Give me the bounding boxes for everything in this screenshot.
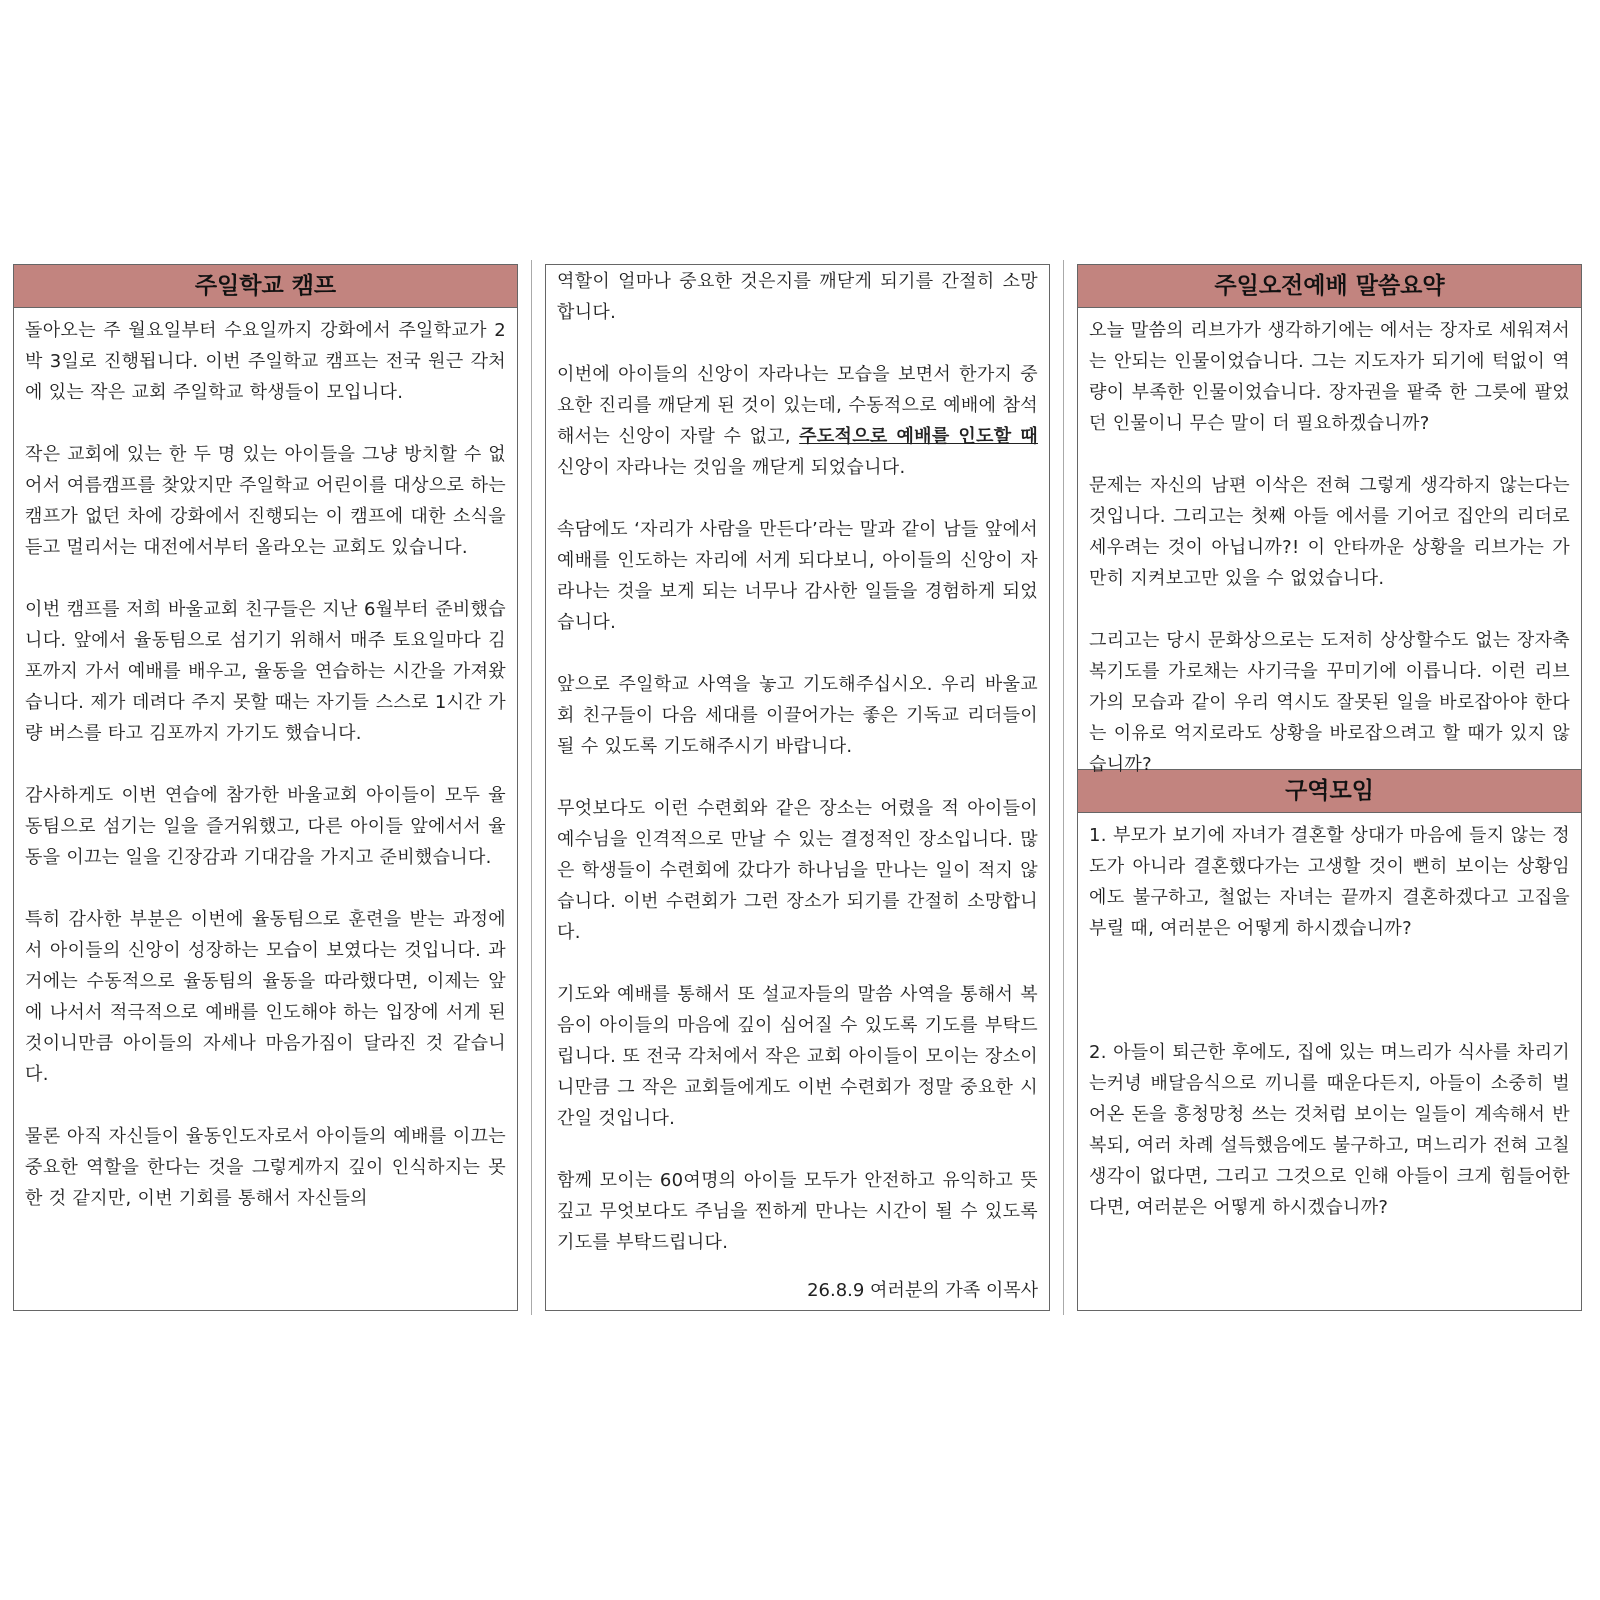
sermon-summary-body <box>1078 308 1581 775</box>
continued-paragraph-2 <box>557 359 1038 483</box>
continued-paragraph-6: 기도와 예배를 통해서 또 설교자들의 말씀 사역을 통해서 복음이 아이들의 마음에 깊이 심어질 수 있도록 기도를 부탁드립니다. 또 전국 각처에서 작은 교회 아이들이 모이는 장소이니만큼 그 작은 교회들에게도 이번 수련회가 정말 중요한 시간일 것입니다. <box>557 984 1038 1129</box>
paragraph-2-text-start: 이번에 아이들의 신앙이 자라나는 모습을 보면서 한가지 중요한 진리를 깨닫게 된 것이 있는데, 수동적으로 예배에 참석해서는 신앙이 자랄 수 없고, <box>557 364 1038 447</box>
continued-paragraph-3: 속담에도 ‘자리가 사람을 만든다’라는 말과 같이 남들 앞에서 예배를 인도하는 자리에 서게 되다보니, 아이들의 신앙이 자라나는 것을 보게 되는 너무나 감사한 일들을 경험하게 되었습니다. <box>557 519 1038 633</box>
discussion-question-1: 1. 부모가 보기에 자녀가 결혼할 상대가 마음에 들지 않는 정도가 아니라 결혼했다가는 고생할 것이 뻔히 보이는 상황임에도 불구하고, 철없는 자녀는 끝까지 결혼하겠다고 고집을 부릴 때, 여러분은 어떻게 하시겠습니까? <box>1089 825 1570 939</box>
group-meeting-title: 구역모임 <box>1078 769 1581 813</box>
continued-paragraph-1: 역할이 얼마나 중요한 것은지를 깨닫게 되기를 간절히 소망합니다. <box>557 271 1038 323</box>
camp-paragraph-6: 물론 아직 자신들이 율동인도자로서 아이들의 예배를 이끄는 중요한 역할을 한다는 것을 그렇게까지 깊이 인식하지는 못한 것 같지만, 이번 기회를 통해서 자신들의 <box>25 1126 506 1209</box>
continued-paragraph-4: 앞으로 주일학교 사역을 놓고 기도해주십시오. 우리 바울교회 친구들이 다음 세대를 이끌어가는 좋은 기독교 리더들이 될 수 있도록 기도해주시기 바랍니다. <box>557 674 1038 757</box>
sermon-paragraph-1: 오늘 말씀의 리브가가 생각하기에는 에서는 장자로 세워져서는 안되는 인물이었습니다. 그는 지도자가 되기에 턱없이 역량이 부족한 인물이었습니다. 장자권을 팥죽 한 그릇에 팔었던 인물이니 무슨 말이 더 필요하겠습니까? <box>1089 320 1570 434</box>
sermon-summary-title: 주일오전예배 말씀요약 <box>1078 265 1581 308</box>
pastor-signature: 26.8.9 여러분의 가족 이목사 <box>807 1280 1038 1301</box>
camp-paragraph-2: 작은 교회에 있는 한 두 명 있는 아이들을 그냥 방치할 수 없어서 여름캠프를 찾았지만 주일학교 어린이를 대상으로 하는 캠프가 없던 차에 강화에서 진행되는 이 캠프에 대한 소식을 듣고 멀리서는 대전에서부터 올라오는 교회도 있습니다. <box>25 444 506 558</box>
sermon-paragraph-3: 그리고는 당시 문화상으로는 도저히 상상할수도 없는 장자축복기도를 가로채는 사기극을 꾸미기에 이릅니다. 이런 리브가의 모습과 같이 우리 역시도 잘못된 일을 바로잡아야 한다는 이유로 억지로라도 상황을 바로잡으려고 할 때가 있지 않습니까? <box>1089 630 1570 775</box>
paragraph-2-emphasis: 주도적으로 예배를 인도할 때 <box>799 426 1038 447</box>
sermon-paragraph-2: 문제는 자신의 남편 이삭은 전혀 그렇게 생각하지 않는다는 것입니다. 그리고는 첫째 아들 에서를 기어코 집안의 리더로 세우려는 것이 아닙니까?! 이 안타까운 상황을 리브가는 가만히 지켜보고만 있을 수 없었습니다. <box>1089 475 1570 589</box>
discussion-question-2: 2. 아들이 퇴근한 후에도, 집에 있는 며느리가 식사를 차리기는커녕 배달음식으로 끼니를 때운다든지, 아들이 소중히 벌어온 돈을 흥청망청 쓰는 것처럼 보이는 일들이 계속해서 반복되, 여러 차례 설득했음에도 불구하고, 며느리가 전혀 고칠 생각이 없다면, 그리고 그것으로 인해 아들이 크게 힘들어한다면, 여러분은 어떻게 하시겠습니까? <box>1089 1042 1570 1218</box>
camp-continued-panel <box>545 264 1050 1311</box>
camp-continued-body <box>546 265 1049 1258</box>
paragraph-2-text-end: 신앙이 자라나는 것임을 깨닫게 되었습니다. <box>557 457 906 478</box>
camp-paragraph-3: 이번 캠프를 저희 바울교회 친구들은 지난 6월부터 준비했습니다. 앞에서 율동팀으로 섬기기 위해서 매주 토요일마다 김포까지 가서 예배를 배우고, 율동을 연습하는 시간을 가져왔습니다. 제가 데려다 주지 못할 때는 자기들 스스로 1시간 가량 버스를 타고 김포까지 가기도 했습니다. <box>25 599 506 744</box>
camp-paragraph-1: 돌아오는 주 월요일부터 수요일까지 강화에서 주일학교가 2박 3일로 진행됩니다. 이번 주일학교 캠프는 전국 원근 각처에 있는 작은 교회 주일학교 학생들이 모입니다. <box>25 320 506 403</box>
camp-paragraph-5: 특히 감사한 부분은 이번에 율동팀으로 훈련을 받는 과정에서 아이들의 신앙이 성장하는 모습이 보였다는 것입니다. 과거에는 수동적으로 율동팀의 율동을 따라했다면, 이제는 앞에 나서서 적극적으로 예배를 인도해야 하는 입장에 서게 된 것이니만큼 아이들의 자세나 마음가짐이 달라진 것 같습니다. <box>25 909 506 1085</box>
camp-paragraph-4: 감사하게도 이번 연습에 참가한 바울교회 아이들이 모두 율동팀으로 섬기는 일을 즐거워했고, 다른 아이들 앞에서서 율동을 이끄는 일을 긴장감과 기대감을 가지고 준비했습니다. <box>25 785 506 868</box>
sunday-school-camp-body <box>14 308 517 1214</box>
question-spacer <box>1089 944 1570 1037</box>
group-meeting-body <box>1078 813 1581 1223</box>
sunday-school-camp-panel <box>13 264 518 1311</box>
continued-paragraph-7: 함께 모이는 60여명의 아이들 모두가 안전하고 유익하고 뜻깊고 무엇보다도 주님을 찐하게 만나는 시간이 될 수 있도록 기도를 부탁드립니다. <box>557 1170 1038 1253</box>
sermon-summary-panel <box>1077 264 1582 1311</box>
column-divider-2 <box>1063 260 1064 1315</box>
column-divider-1 <box>531 260 532 1315</box>
sunday-school-camp-title: 주일학교 캠프 <box>14 265 517 308</box>
continued-paragraph-5: 무엇보다도 이런 수련회와 같은 장소는 어렸을 적 아이들이 예수님을 인격적으로 만날 수 있는 결정적인 장소입니다. 많은 학생들이 수련회에 갔다가 하나님을 만나는 일이 적지 않습니다. 이번 수련회가 그런 장소가 되기를 간절히 소망합니다. <box>557 798 1038 943</box>
